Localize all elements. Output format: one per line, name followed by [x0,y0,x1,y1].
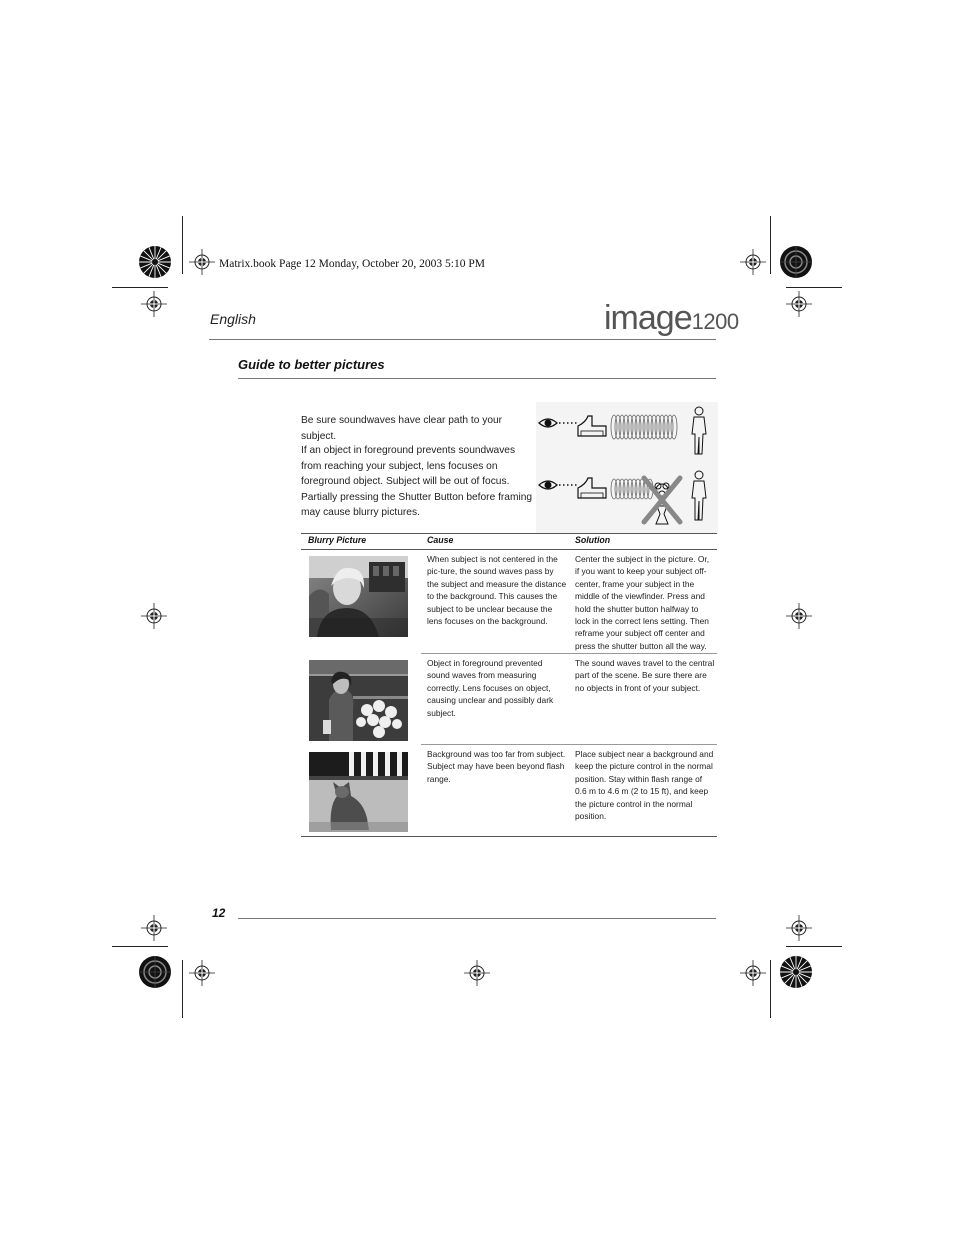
section-title: Guide to better pictures [238,357,385,372]
registration-target-icon [786,915,812,941]
page-number: 12 [212,906,226,920]
cause-cell: Background was too far from subject. Subject may have been beyond flash range. [427,749,566,784]
footer-rule [238,918,716,919]
column-header-solution: Solution [575,535,611,545]
registration-target-icon [740,960,766,986]
solution-cell: The sound waves travel to the central part of the scene. Be sure there are no objects in front of your subject. [575,658,715,693]
registration-target-icon [740,249,766,275]
registration-target-icon [189,960,215,986]
solution-cell: Place subject near a background and keep the picture control in the normal position. Stay within flash range of 0.6 m to 4.6 m (2 to 15 ft), and keep the picture control in the normal position. [575,749,714,822]
portrait-photo [309,556,408,637]
column-header-cause: Cause [427,535,454,545]
registration-target-icon [141,915,167,941]
table-bottom-rule [301,836,717,837]
registration-target-icon [786,603,812,629]
header-rule [209,339,716,340]
starburst-target-icon [138,955,172,989]
intro-line: Be sure soundwaves have clear path to your subject. [301,415,503,442]
section-rule [238,378,716,379]
registration-target-icon [786,291,812,317]
cause-cell: Object in foreground prevented sound waves from measuring correctly. Lens focuses on object, causing unclear and possibly dark subject. [427,658,554,718]
cause-cell: When subject is not centered in the pic-ture, the sound waves pass by the subject and measure the distance to the background. This causes the subject to be unclear because the lens focuses on the background. [427,554,567,627]
print-slug: Matrix.book Page 12 Monday, October 20, 2003 5:10 PM [219,258,485,270]
solution-cell: Center the subject in the picture. Or, if you want to keep your subject off-center, frame your subject in the middle of the viewfinder. Press and hold the shutter button halfway to lock in the correct lens setting. Then reframe your subject off center and press the shutter button all the way. [575,554,710,651]
row-divider [421,653,717,654]
intro-paragraph: If an object in foreground prevents soundwaves from reaching your subject, lens focuses on foreground object. Subject will be out of focus. Partially pressing the Shutter Button before framing may cause blurry pictures. [301,445,533,518]
registration-target-icon [464,960,490,986]
starburst-target-icon [779,245,813,279]
starburst-target-icon [138,245,172,279]
brand-number: 1200 [691,309,739,334]
table-top-rule [301,533,717,534]
registration-target-icon [141,291,167,317]
brand-logo [604,299,739,338]
brand-word: image [604,299,692,337]
registration-target-icon [141,603,167,629]
row-divider [421,744,717,745]
table-header-rule [301,549,717,550]
column-header-blurry-picture: Blurry Picture [308,535,367,545]
woman-with-flowers-photo [309,660,408,741]
registration-target-icon [189,249,215,275]
starburst-target-icon [779,955,813,989]
language-label: English [210,311,256,327]
dog-photo [309,752,408,832]
soundwave-diagram [536,402,718,534]
